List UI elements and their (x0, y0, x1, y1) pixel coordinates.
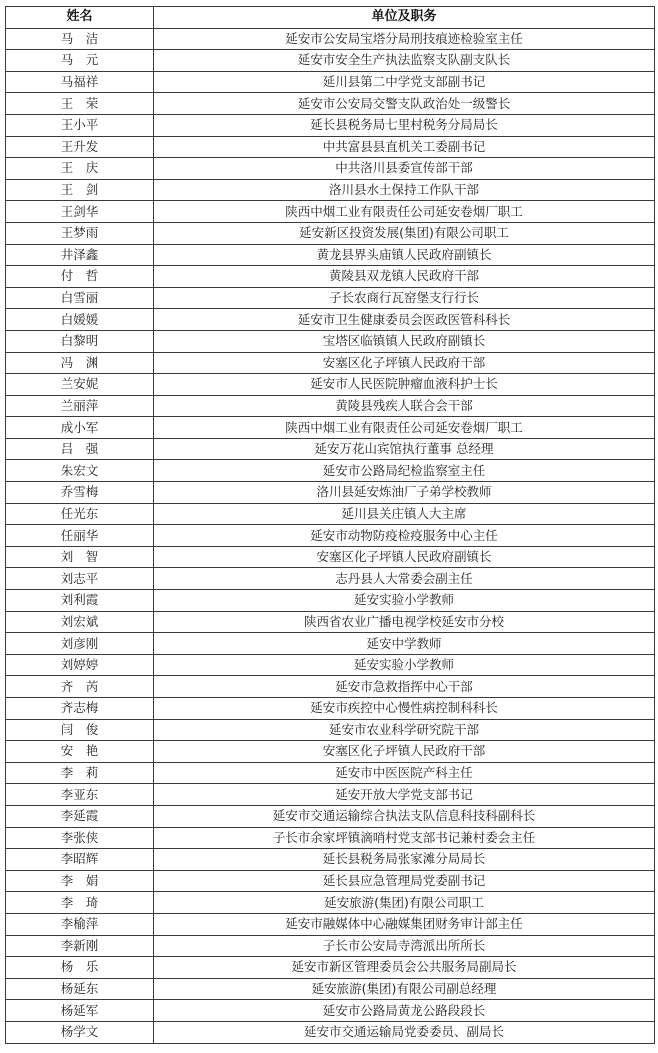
person-name: 杨延军 (6, 1000, 154, 1022)
person-position: 洛川县延安炼油厂子弟学校教师 (154, 482, 655, 504)
person-position: 陕西省农业广播电视学校延安市分校 (154, 611, 655, 633)
table-row (6, 719, 655, 741)
table-row (6, 136, 655, 158)
person-position: 子长市公安局寺湾派出所所长 (154, 935, 655, 957)
person-position: 安塞区化子坪镇人民政府干部 (154, 741, 655, 763)
person-name: 乔雪梅 (6, 482, 154, 504)
person-position: 黄陵县残疾人联合会干部 (154, 395, 655, 417)
table-row (6, 244, 655, 266)
table-row (6, 374, 655, 396)
person-position: 宝塔区临镇镇人民政府副镇长 (154, 330, 655, 352)
table-row (6, 222, 655, 244)
person-name: 王剑华 (6, 201, 154, 223)
person-position: 延长县税务局七里村税务分局局长 (154, 114, 655, 136)
person-name: 王小平 (6, 114, 154, 136)
person-name: 李新刚 (6, 935, 154, 957)
person-position: 延安旅游(集团)有限公司副总经理 (154, 978, 655, 1000)
table-row (6, 266, 655, 288)
table-row (6, 590, 655, 612)
person-position: 黄龙县界头庙镇人民政府副镇长 (154, 244, 655, 266)
person-position: 延安实验小学教师 (154, 590, 655, 612)
table-row (6, 28, 655, 50)
person-name: 马福祥 (6, 71, 154, 93)
table-row (6, 633, 655, 655)
person-position: 延安旅游(集团)有限公司职工 (154, 892, 655, 914)
person-name: 刘婷婷 (6, 654, 154, 676)
person-name: 任光东 (6, 503, 154, 525)
person-position: 延安市人民医院肿瘤血液科护士长 (154, 374, 655, 396)
table-row (6, 935, 655, 957)
person-position: 志丹县人大常委会副主任 (154, 568, 655, 590)
roster-table-container (5, 6, 654, 1044)
person-name: 王 荣 (6, 93, 154, 115)
table-row (6, 158, 655, 180)
person-name: 杨 乐 (6, 957, 154, 979)
person-position: 延安实验小学教师 (154, 654, 655, 676)
person-name: 李 莉 (6, 762, 154, 784)
table-header-row (6, 7, 655, 29)
table-row (6, 1021, 655, 1043)
table-row (6, 525, 655, 547)
table-row (6, 849, 655, 871)
person-position: 陕西中烟工业有限责任公司延安卷烟厂职工 (154, 417, 655, 439)
person-name: 兰安妮 (6, 374, 154, 396)
table-row (6, 352, 655, 374)
person-position: 延安开放大学党支部书记 (154, 784, 655, 806)
person-name: 白黎明 (6, 330, 154, 352)
person-position: 安塞区化子坪镇人民政府副镇长 (154, 546, 655, 568)
person-position: 安塞区化子坪镇人民政府干部 (154, 352, 655, 374)
person-position: 中共富县县直机关工委副书记 (154, 136, 655, 158)
table-row (6, 892, 655, 914)
person-position: 陕西中烟工业有限责任公司延安卷烟厂职工 (154, 201, 655, 223)
person-name: 白雪丽 (6, 287, 154, 309)
person-position: 延长县应急管理局党委副书记 (154, 870, 655, 892)
person-name: 马 元 (6, 50, 154, 72)
person-name: 刘彦刚 (6, 633, 154, 655)
person-position: 延安市农业科学研究院干部 (154, 719, 655, 741)
table-row (6, 201, 655, 223)
person-name: 杨延东 (6, 978, 154, 1000)
person-name: 王梦雨 (6, 222, 154, 244)
person-name: 刘 智 (6, 546, 154, 568)
person-name: 兰丽萍 (6, 395, 154, 417)
table-row (6, 482, 655, 504)
table-row (6, 50, 655, 72)
person-position: 延安市交通运输综合执法支队信息科技科副科长 (154, 805, 655, 827)
person-name: 朱宏文 (6, 460, 154, 482)
person-name: 齐志梅 (6, 698, 154, 720)
person-name: 安 艳 (6, 741, 154, 763)
table-row (6, 762, 655, 784)
roster-table (5, 6, 655, 1044)
person-name: 李延霞 (6, 805, 154, 827)
person-name: 刘志平 (6, 568, 154, 590)
table-row (6, 784, 655, 806)
table-row (6, 71, 655, 93)
person-position: 延安市动物防疫检疫服务中心主任 (154, 525, 655, 547)
table-row (6, 957, 655, 979)
person-position: 延安市公安局宝塔分局刑技痕迹检验室主任 (154, 28, 655, 50)
person-name: 李 娟 (6, 870, 154, 892)
person-name: 马 洁 (6, 28, 154, 50)
person-name: 井泽鑫 (6, 244, 154, 266)
job-column-header: 单位及职务 (154, 7, 655, 29)
person-name: 李亚东 (6, 784, 154, 806)
name-column-header: 姓名 (6, 7, 154, 29)
person-position: 延安市公安局交警支队政治处一级警长 (154, 93, 655, 115)
person-position: 延安市交通运输局党委委员、副局长 (154, 1021, 655, 1043)
table-row (6, 395, 655, 417)
table-row (6, 1000, 655, 1022)
table-row (6, 978, 655, 1000)
table-row (6, 827, 655, 849)
person-name: 白媛媛 (6, 309, 154, 331)
table-row (6, 611, 655, 633)
table-row (6, 114, 655, 136)
person-position: 延安新区投资发展(集团)有限公司职工 (154, 222, 655, 244)
person-position: 延安中学教师 (154, 633, 655, 655)
table-row (6, 654, 655, 676)
person-position: 延安万花山宾馆执行董事 总经理 (154, 438, 655, 460)
table-row (6, 568, 655, 590)
person-position: 洛川县水土保持工作队干部 (154, 179, 655, 201)
table-row (6, 546, 655, 568)
person-name: 李 琦 (6, 892, 154, 914)
person-position: 延安市公路局黄龙公路段段长 (154, 1000, 655, 1022)
person-position: 子长农商行瓦窑堡支行行长 (154, 287, 655, 309)
table-row (6, 870, 655, 892)
person-position: 延安市公路局纪检监察室主任 (154, 460, 655, 482)
person-name: 付 哲 (6, 266, 154, 288)
table-row (6, 417, 655, 439)
person-position: 延安市中医医院产科主任 (154, 762, 655, 784)
table-row (6, 179, 655, 201)
person-position: 延安市融媒体中心融媒集团财务审计部主任 (154, 913, 655, 935)
person-name: 李昭辉 (6, 849, 154, 871)
person-position: 延川县关庄镇人大主席 (154, 503, 655, 525)
person-name: 刘宏斌 (6, 611, 154, 633)
person-name: 成小军 (6, 417, 154, 439)
person-name: 王升发 (6, 136, 154, 158)
table-row (6, 287, 655, 309)
person-position: 延安市新区管理委员会公共服务局副局长 (154, 957, 655, 979)
person-name: 任丽华 (6, 525, 154, 547)
person-position: 黄陵县双龙镇人民政府干部 (154, 266, 655, 288)
person-name: 刘利霞 (6, 590, 154, 612)
person-name: 齐 芮 (6, 676, 154, 698)
person-position: 延川县第二中学党支部副书记 (154, 71, 655, 93)
person-name: 吕 强 (6, 438, 154, 460)
person-name: 李张侠 (6, 827, 154, 849)
table-row (6, 913, 655, 935)
table-row (6, 460, 655, 482)
person-position: 延安市疾控中心慢性病控制科科长 (154, 698, 655, 720)
table-body (6, 28, 655, 1043)
table-row (6, 330, 655, 352)
table-row (6, 309, 655, 331)
table-row (6, 698, 655, 720)
person-position: 中共洛川县委宣传部干部 (154, 158, 655, 180)
table-row (6, 676, 655, 698)
person-name: 杨学文 (6, 1021, 154, 1043)
person-name: 冯 渊 (6, 352, 154, 374)
person-position: 延长县税务局张家滩分局局长 (154, 849, 655, 871)
person-name: 李榆萍 (6, 913, 154, 935)
person-name: 闫 俊 (6, 719, 154, 741)
table-row (6, 805, 655, 827)
table-row (6, 741, 655, 763)
person-position: 延安市卫生健康委员会医政医管科科长 (154, 309, 655, 331)
table-row (6, 438, 655, 460)
table-row (6, 93, 655, 115)
person-position: 子长市余家坪镇滴哨村党支部书记兼村委会主任 (154, 827, 655, 849)
person-name: 王 庆 (6, 158, 154, 180)
person-name: 王 剑 (6, 179, 154, 201)
person-position: 延安市安全生产执法监察支队副支队长 (154, 50, 655, 72)
table-row (6, 503, 655, 525)
person-position: 延安市急救指挥中心干部 (154, 676, 655, 698)
